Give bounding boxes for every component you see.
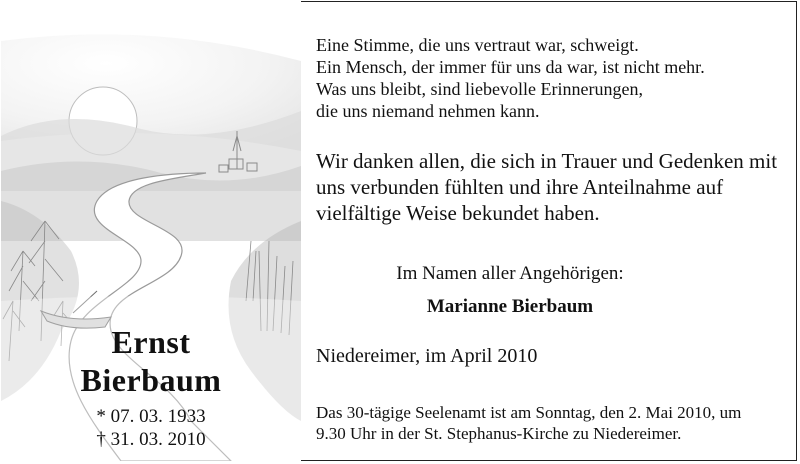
thanks-line: vielfältige Weise bekundet haben. [316,201,600,225]
service-notice [316,402,741,444]
deceased-last-name: Bierbaum [80,362,222,398]
poem [316,34,705,122]
death-date: † 31. 03. 2010 [96,429,206,450]
place-date: Niedereimer, im April 2010 [316,345,538,367]
poem-line: die uns niemand nehmen kann. [316,101,540,121]
service-line: Das 30-tägige Seelenamt ist am Sonntag, den 2. Mai 2010, um [316,403,742,422]
deceased-name-block [1,323,301,451]
poem-line: Eine Stimme, die uns vertraut war, schweigt. [316,35,639,55]
life-dates [1,405,301,451]
thanks-line: Wir danken allen, die sich in Trauer und Gedenken mit [316,149,778,173]
deceased-first-name: Ernst [111,324,191,360]
thanks-paragraph [316,148,777,226]
poem-line: Was uns bleibt, sind liebevolle Erinnerungen, [316,79,643,99]
birth-date: * 07. 03. 1933 [96,406,206,427]
signer-name: Marianne Bierbaum [426,296,594,317]
on-behalf-line: Im Namen aller Angehörigen: [396,263,624,284]
service-line: 9.30 Uhr in der St. Stephanus-Kirche zu Niedereimer. [316,424,682,443]
memorial-illustration-panel [1,1,301,461]
poem-line: Ein Mensch, der immer für uns da war, ist nicht mehr. [316,57,705,77]
thanks-line: uns verbunden fühlten und ihre Anteilnahme auf [316,175,724,199]
